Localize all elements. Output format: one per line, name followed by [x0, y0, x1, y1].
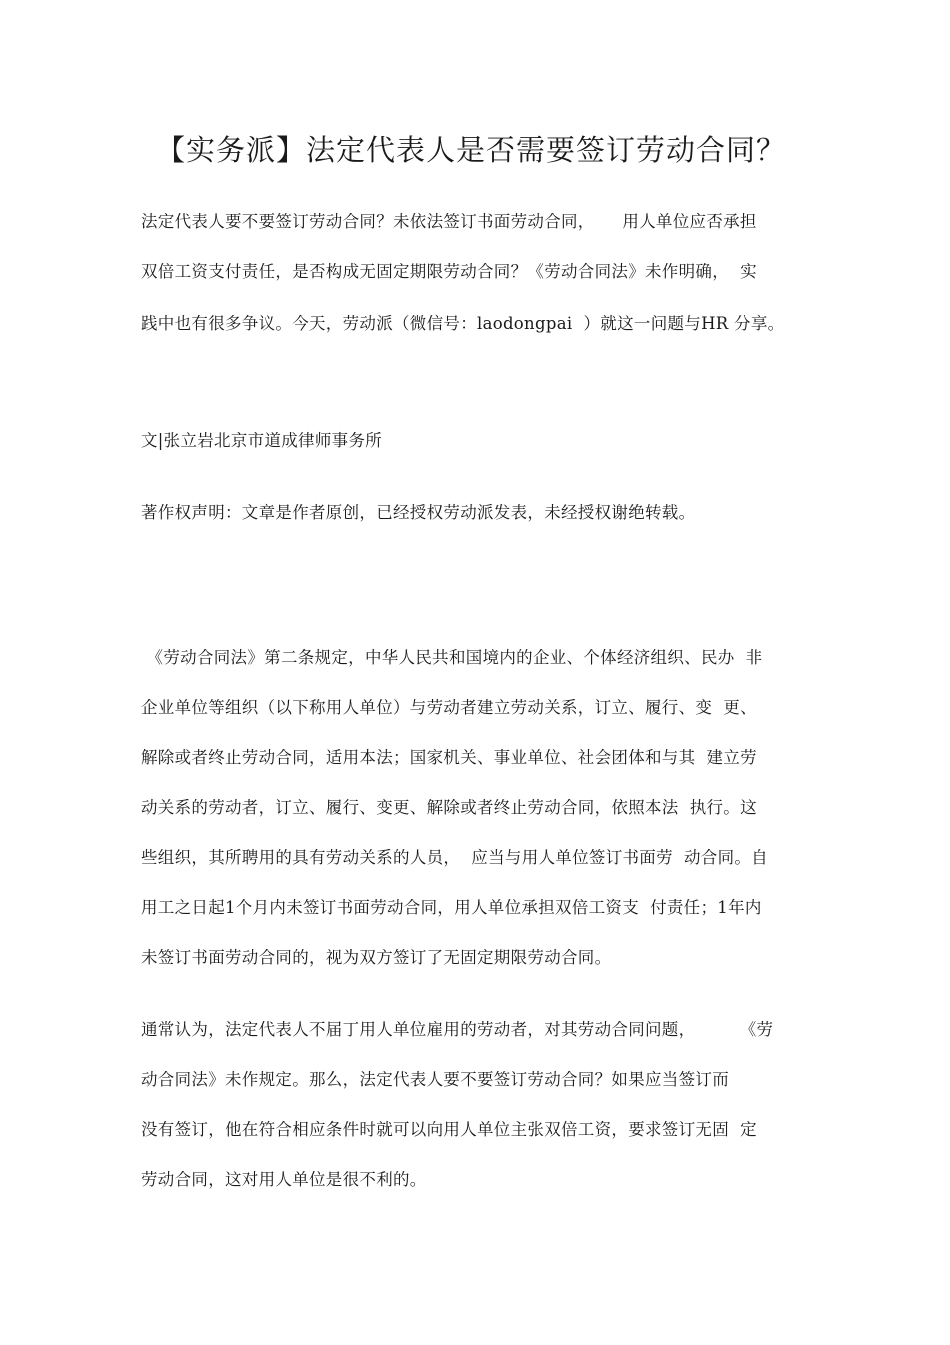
paragraph-line: 动合同法》未作规定。那么，法定代表人要不要签订劳动合同？如果应当签订而 — [141, 1070, 729, 1089]
byline: 文|张立岩北京市道成律师事务所 — [141, 431, 383, 450]
intro-line: 践中也有很多争议。今天，劳动派（微信号：laodongpai ）就这一问题与HR 分享。 — [141, 314, 785, 333]
intro-line: 双倍工资支付责任，是否构成无固定期限劳动合同？《劳动合同法》未作明确， 实 — [141, 262, 757, 281]
paragraph-line: 解除或者终止劳动合同，适用本法；国家机关、事业单位、社会团体和与其 建立劳 — [141, 748, 757, 767]
copyright-notice: 著作权声明：文章是作者原创，已经授权劳动派发表，未经授权谢绝转载。 — [141, 503, 696, 522]
intro-line: 法定代表人要不要签订劳动合同？未依法签订书面劳动合同， 用人单位应否承担 — [141, 212, 757, 231]
paragraph-line: 用工之日起1个月内未签订书面劳动合同，用人单位承担双倍工资支 付责任；1年内 — [141, 898, 762, 917]
paragraph-line: 动关系的劳动者，订立、履行、变更、解除或者终止劳动合同，依照本法 执行。这 — [141, 798, 757, 817]
paragraph-line: 《劳动合同法》第二条规定，中华人民共和国境内的企业、个体经济组织、民办 非 — [141, 648, 763, 667]
paragraph-line: 劳动合同，这对用人单位是很不利的。 — [141, 1170, 427, 1189]
paragraph-line: 些组织，其所聘用的具有劳动关系的人员， 应当与用人单位签订书面劳 动合同。自 — [141, 848, 768, 867]
paragraph-line: 没有签订，他在符合相应条件时就可以向用人单位主张双倍工资，要求签订无固 定 — [141, 1120, 757, 1139]
paragraph-line: 企业单位等组织（以下称用人单位）与劳动者建立劳动关系，订立、履行、变 更、 — [141, 698, 757, 717]
page-title: 【实务派】法定代表人是否需要签订劳动合同？ — [156, 133, 787, 167]
paragraph-line: 通常认为，法定代表人不届丁用人单位雇用的劳动者，对其劳动合同问题， 《劳 — [141, 1020, 774, 1039]
paragraph-line: 未签订书面劳动合同的，视为双方签订了无固定期限劳动合同。 — [141, 948, 612, 967]
